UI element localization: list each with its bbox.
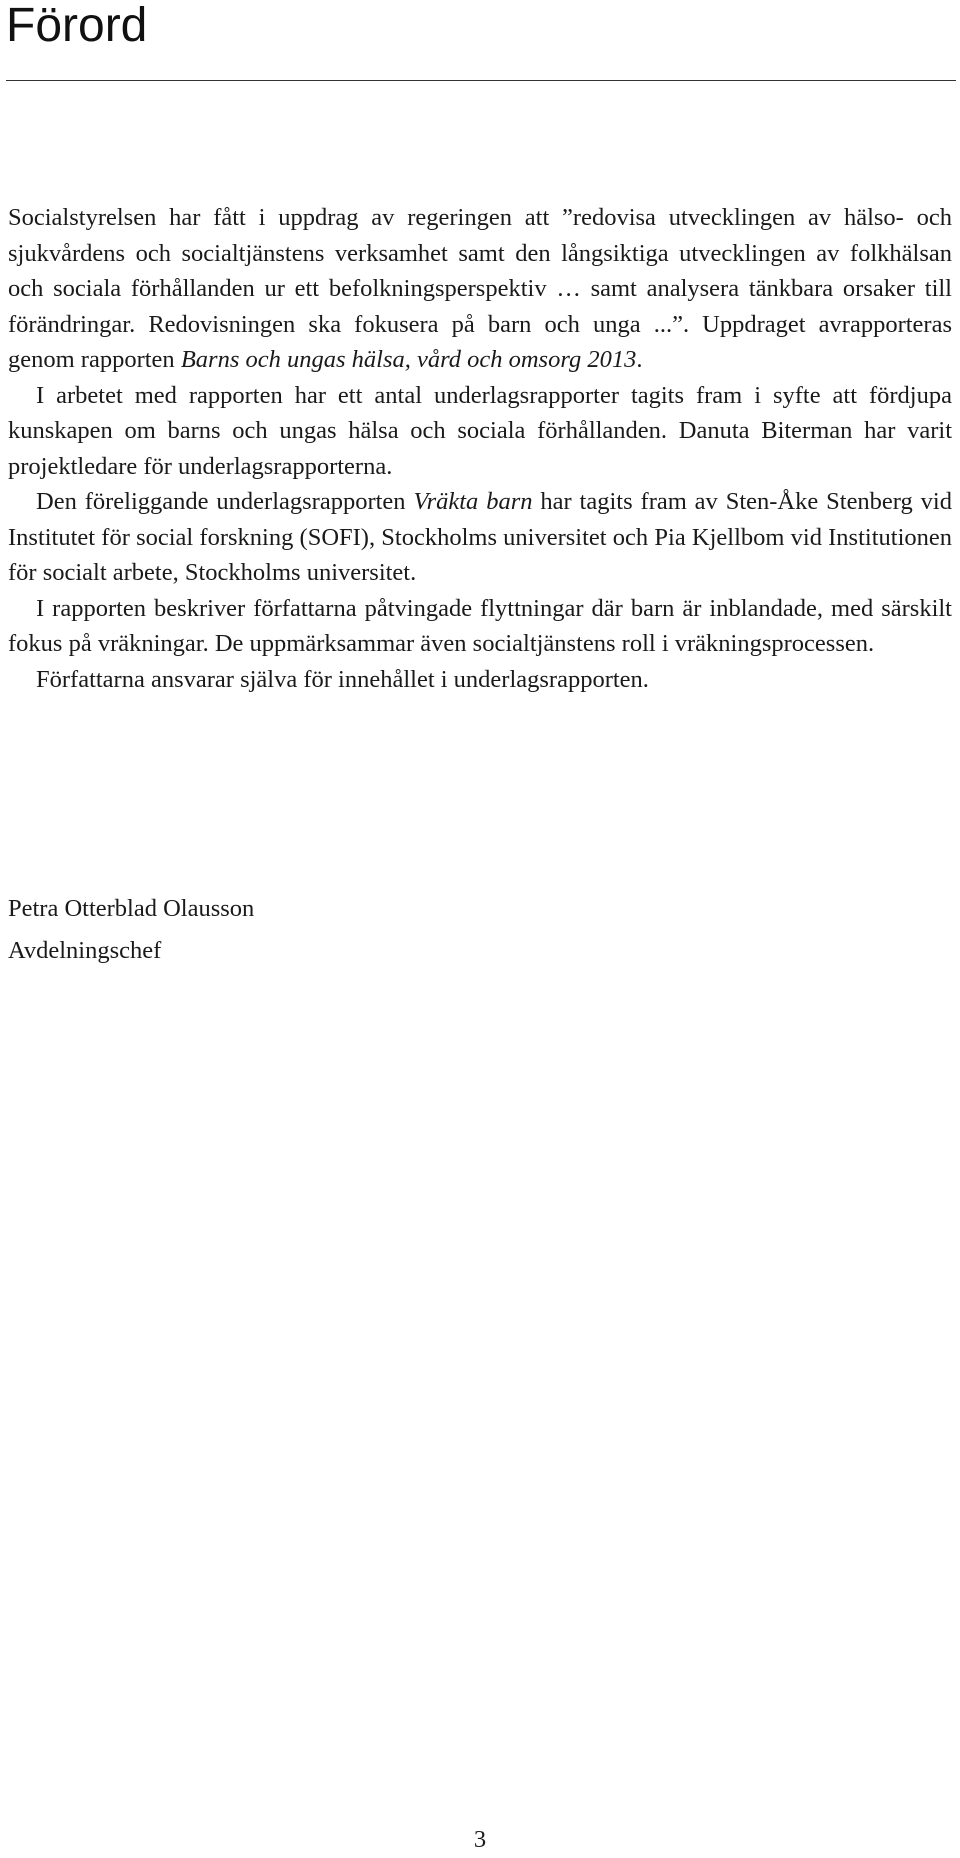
foreword-body: [8, 200, 952, 697]
subreport-title-italic: Vräkta barn: [413, 488, 533, 515]
signatory-name: Petra Otterblad Olausson: [8, 895, 255, 922]
signature-block: [8, 888, 254, 972]
paragraph-authors-text: Den föreliggande underlagsrapporten: [36, 488, 414, 515]
paragraph-responsibility: Författarna ansvarar själva för innehållet i underlagsrapporten.: [36, 665, 649, 693]
paragraph-intro: [8, 200, 952, 378]
paragraph-intro-end: .: [636, 346, 643, 373]
title-divider: [6, 80, 956, 81]
report-title-italic: Barns och ungas hälsa, vård och omsorg 2013: [180, 346, 637, 373]
paragraph-authors-rest: har tagits fram av Sten-Åke Stenberg vid Institutet för social forskning (SOFI), Stockholms universitet och Pia Kjellbom vid Institutionen för socialt arbete, Stockholms universitet.: [8, 488, 952, 586]
paragraph-intro-text: Socialstyrelsen har fått i uppdrag av regeringen att ”redovisa utvecklingen av hälso- och sjukvårdens och socialtjänstens verksamhet samt den långsiktiga utvecklingen av folkhälsan och sociala förhållanden ur ett befolkningsperspektiv … samt analysera tänkbara orsaker till förändringar. Redovisningen ska fokusera på barn och unga ...”. Uppdraget avrapporteras genom rapporten: [8, 204, 952, 373]
page-title: Förord: [6, 0, 148, 52]
page-number: 3: [473, 1826, 487, 1853]
paragraph-authors: [8, 484, 952, 591]
signatory-role: Avdelningschef: [8, 937, 162, 964]
paragraph-content: I rapporten beskriver författarna påtvingade flyttningar där barn är inblandade, med särskilt fokus på vräkningar. De uppmärksammar även socialtjänstens roll i vräkningsprocessen.: [8, 594, 952, 657]
paragraph-background: I arbetet med rapporten har ett antal underlagsrapporter tagits fram i syfte att fördjupa kunskapen om barns och ungas hälsa och sociala förhållanden. Danuta Biterman har varit projektledare för underlagsrapporterna.: [8, 381, 952, 480]
